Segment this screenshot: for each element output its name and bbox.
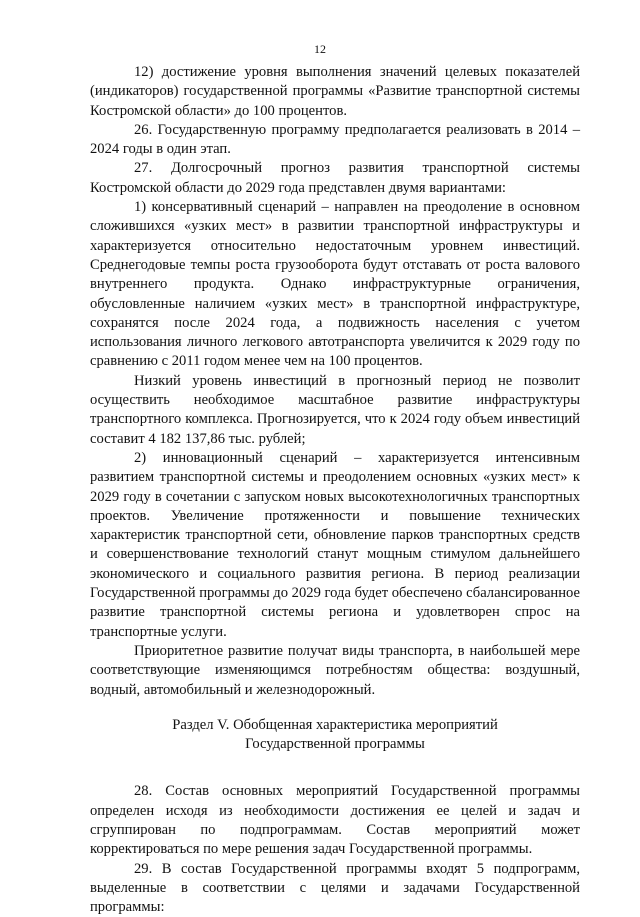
paragraph-27: 27. Долгосрочный прогноз развития транспортной системы Костромской области до 2029 года представлен двумя вариантами: — [90, 160, 580, 196]
paragraph-innovative-scenario: 2) инновационный сценарий – характеризуется интенсивным развитием транспортной системы и преодолением основных «узких мест» к 2029 году в сочетании с запуском новых высокотехнологичных транспортных проектов. Увеличение протяженности и повышение технических характеристик транспортной сети, обновление парков транспортных средств и совершенствование технологий станут мощным стимулом дальнейшего экономического и социального развития региона. В период реализации Государственной программы до 2029 года будет обеспечено сбалансированное развитие транспортной системы региона и удовлетворен спрос на транспортные услуги. — [90, 449, 580, 640]
paragraph-low-investment: Низкий уровень инвестиций в прогнозный период не позволит осуществить необходимое масштабное развитие инфраструктуры транспортного комплекса. Прогнозируется, что к 2024 году объем инвестиций составит 4 182 137,86 тыс. рублей; — [90, 372, 580, 447]
section-heading — [90, 716, 580, 755]
paragraph-priority-transport: Приоритетное развитие получат виды транспорта, в наибольшей мере соответствующие изменяющимся потребностям общества: воздушный, водный, автомобильный и железнодорожный. — [90, 642, 580, 698]
paragraph-29: 29. В состав Государственной программы входят 5 подпрограмм, выделенные в соответствии с целями и задачами Государственной программы: — [90, 860, 580, 916]
paragraph-28: 28. Состав основных мероприятий Государственной программы определен исходя из необходимости достижения ее целей и задач и сгруппирован по подпрограммам. Состав мероприятий может корректироваться по мере решения задач Государственной программы. — [90, 783, 580, 858]
document-body — [90, 63, 580, 917]
section-heading-line-2: Государственной программы — [245, 736, 425, 753]
paragraph-item-12: 12) достижение уровня выполнения значений целевых показателей (индикаторов) государственной программы «Развитие транспортной системы Костромской области» до 100 процентов. — [90, 64, 580, 119]
paragraph-26: 26. Государственную программу предполагается реализовать в 2014 – 2024 годы в один этап. — [90, 121, 580, 158]
page-number: 12 — [314, 42, 326, 56]
section-heading-line-1: Раздел V. Обобщенная характеристика мероприятий — [172, 716, 498, 733]
paragraph-conservative-scenario: 1) консервативный сценарий – направлен на преодоление в основном сложившихся «узких мест» в развитии транспортной инфраструктуры и характеризуется относительно недостаточным уровнем инвестиций. Среднегодовые темпы роста грузооборота будут отставать от роста валового внутреннего продукта. Однако инфраструктурные ограничения, обусловленные наличием «узких мест» в транспортной инфраструктуре, сохранятся после 2024 года, а подвижность населения с учетом использования личного легкового автотранспорта увеличится к 2029 году по сравнению с 2011 годом менее чем на 100 процентов. — [90, 199, 580, 370]
